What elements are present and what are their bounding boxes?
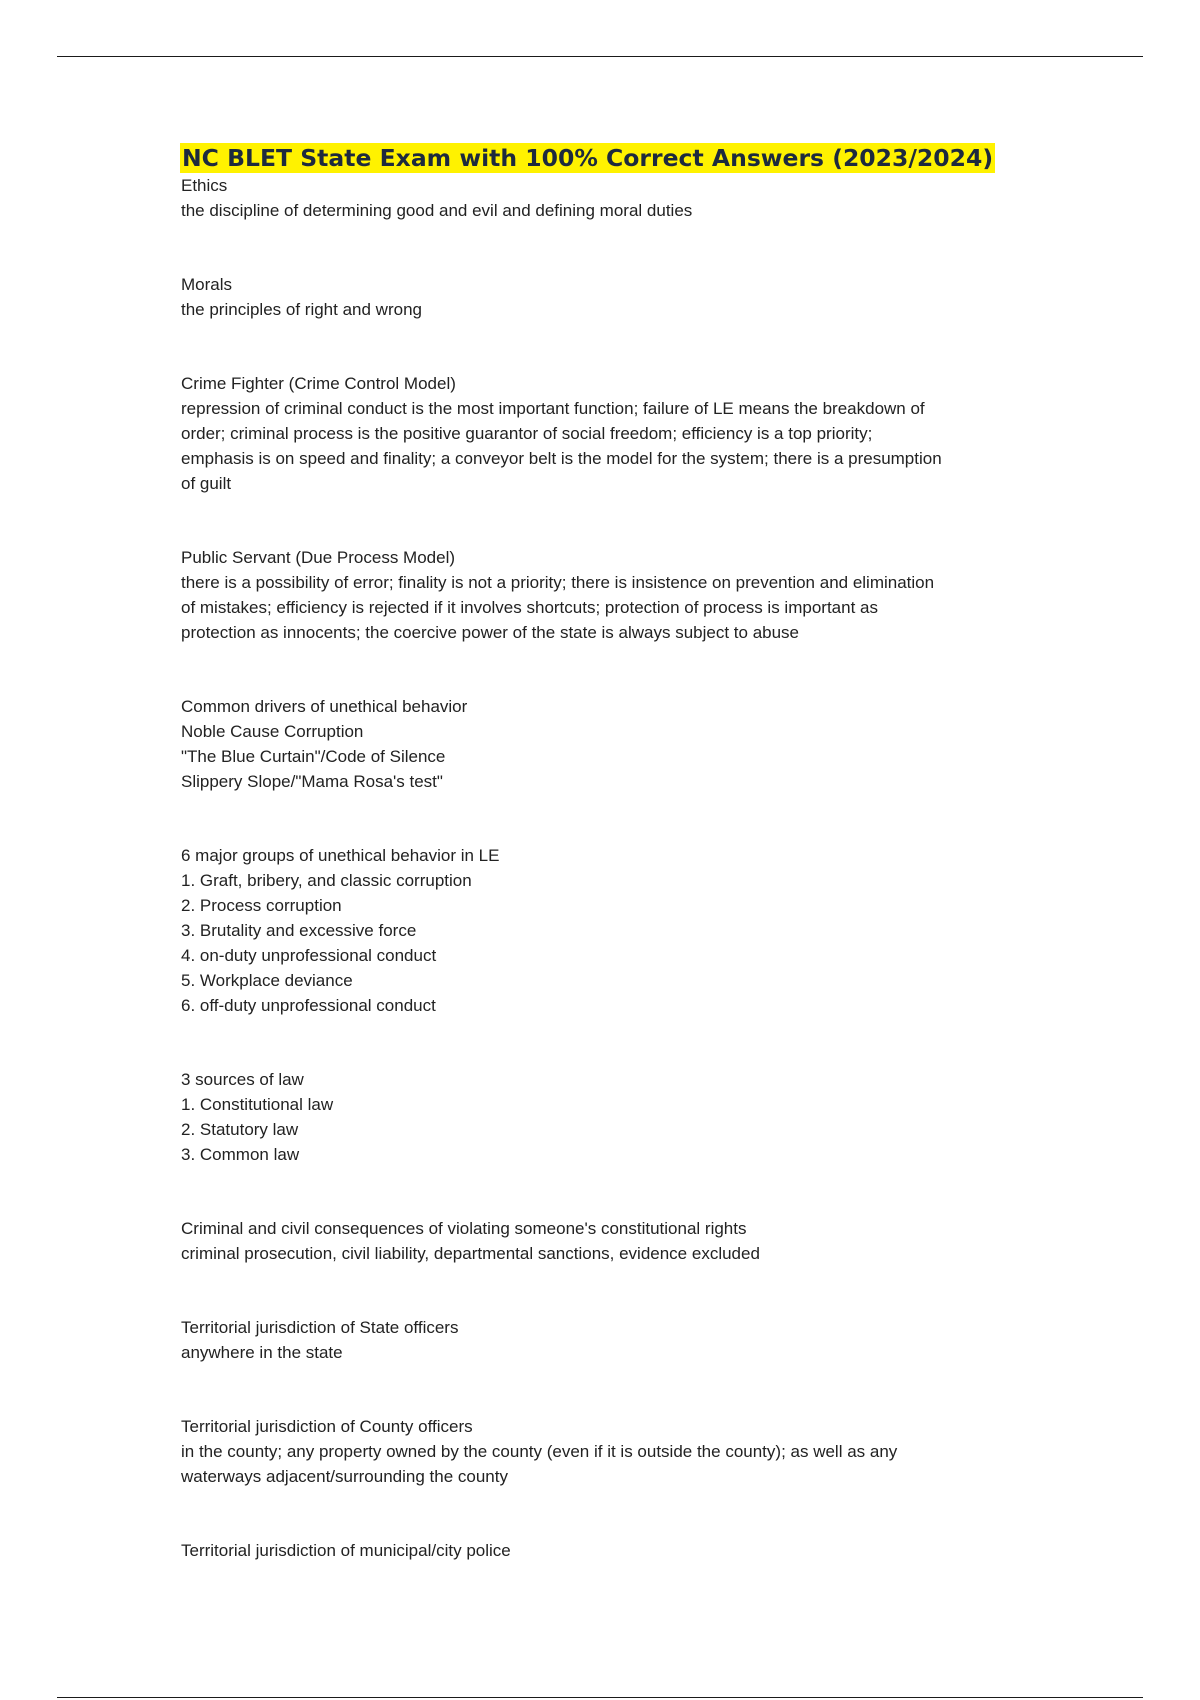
- entry-term: Territorial jurisdiction of State officers: [181, 1318, 459, 1337]
- entry-answer-line: repression of criminal conduct is the most important function; failure of LE means the breakdown of: [181, 399, 925, 418]
- qa-entry: [181, 1067, 1031, 1167]
- qa-entry: [181, 1538, 1031, 1563]
- qa-entry: [181, 371, 1031, 496]
- entry-answer-line: Noble Cause Corruption: [181, 722, 364, 741]
- qa-entry: [181, 843, 1031, 1018]
- qa-entry: [181, 1315, 1031, 1365]
- entry-answer-line: the discipline of determining good and evil and defining moral duties: [181, 201, 693, 220]
- entry-answer-line: Slippery Slope/"Mama Rosa's test": [181, 772, 443, 791]
- qa-entry: [181, 1216, 1031, 1266]
- entry-answer-line: 2. Statutory law: [181, 1120, 299, 1139]
- entry-term: Crime Fighter (Crime Control Model): [181, 374, 456, 393]
- entry-answer-line: 1. Constitutional law: [181, 1095, 334, 1114]
- entry-answer-line: 3. Brutality and excessive force: [181, 921, 417, 940]
- entry-term: Criminal and civil consequences of violating someone's constitutional rights: [181, 1219, 747, 1238]
- entry-term: Ethics: [181, 176, 228, 195]
- entry-answer-line: criminal prosecution, civil liability, departmental sanctions, evidence excluded: [181, 1244, 760, 1263]
- qa-entry: [181, 694, 1031, 794]
- entry-answer-line: there is a possibility of error; finality is not a priority; there is insistence on prevention and elimination: [181, 573, 935, 592]
- entry-answer-line: in the county; any property owned by the county (even if it is outside the county); as well as any: [181, 1442, 898, 1461]
- entry-term: 6 major groups of unethical behavior in LE: [181, 846, 500, 865]
- entry-answer-line: of mistakes; efficiency is rejected if it involves shortcuts; protection of process is important as: [181, 598, 878, 617]
- entry-answer-line: anywhere in the state: [181, 1343, 343, 1362]
- entry-answer-line: 4. on-duty unprofessional conduct: [181, 946, 437, 965]
- qa-entry: [181, 1414, 1031, 1489]
- footer-rule: [57, 1697, 1143, 1698]
- entry-answer-line: the principles of right and wrong: [181, 300, 422, 319]
- entry-answer-line: 2. Process corruption: [181, 896, 342, 915]
- entry-term: Territorial jurisdiction of municipal/city police: [181, 1541, 511, 1560]
- entry-answer-line: emphasis is on speed and finality; a conveyor belt is the model for the system; there is a presumption: [181, 449, 942, 468]
- entry-answer-line: 6. off-duty unprofessional conduct: [181, 996, 436, 1015]
- entry-answer-line: order; criminal process is the positive guarantor of social freedom; efficiency is a top priority;: [181, 424, 873, 443]
- entry-term: Common drivers of unethical behavior: [181, 697, 468, 716]
- entry-term: Public Servant (Due Process Model): [181, 548, 456, 567]
- entry-answer-line: of guilt: [181, 474, 232, 493]
- entry-answer-line: 3. Common law: [181, 1145, 300, 1164]
- entry-answer-line: 5. Workplace deviance: [181, 971, 353, 990]
- entry-term: Morals: [181, 275, 233, 294]
- entry-answer-line: 1. Graft, bribery, and classic corruption: [181, 871, 472, 890]
- entry-term: Territorial jurisdiction of County officers: [181, 1417, 473, 1436]
- document-body: [181, 143, 1031, 1563]
- qa-entry: [181, 545, 1031, 645]
- entry-term: 3 sources of law: [181, 1070, 304, 1089]
- qa-entry: [181, 173, 1031, 223]
- header-rule: [57, 56, 1143, 57]
- entry-answer-line: protection as innocents; the coercive power of the state is always subject to abuse: [181, 623, 800, 642]
- entry-answer-line: waterways adjacent/surrounding the county: [181, 1467, 508, 1486]
- entry-answer-line: "The Blue Curtain"/Code of Silence: [181, 747, 446, 766]
- document-title: NC BLET State Exam with 100% Correct Answers (2023/2024): [182, 144, 994, 172]
- qa-entry: [181, 272, 1031, 322]
